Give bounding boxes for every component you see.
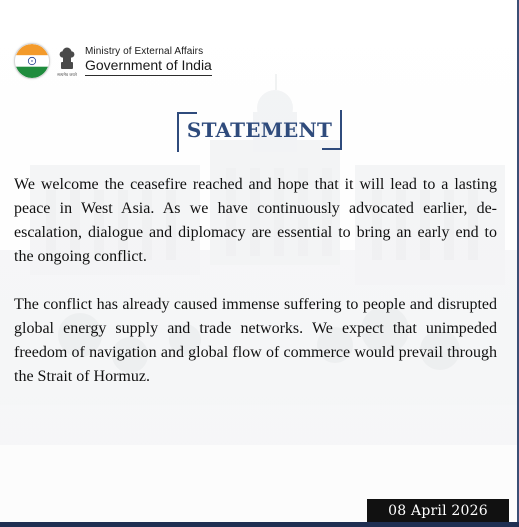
date-label: 08 April 2026 — [367, 499, 509, 523]
national-emblem-icon — [57, 42, 77, 80]
paragraph-2: The conflict has already caused immense suffering to people and disrupted global energy supply and trade networks. We expect that unimpeded freedom of navigation and global flow of commerce would prevail through the Strait of Hormuz. — [14, 296, 497, 385]
indian-flag-icon — [14, 43, 50, 79]
statement-frame — [177, 112, 342, 150]
ministry-block — [85, 46, 212, 75]
bottom-band — [0, 522, 519, 527]
statement-body — [14, 173, 497, 413]
government-name: Government of India — [85, 58, 212, 75]
emblem-caption: सत्यमेव जयते — [57, 72, 77, 77]
ministry-name: Ministry of External Affairs — [85, 46, 204, 58]
paragraph-1: We welcome the ceasefire reached and hope that it will lead to a lasting peace in West Asia. As we have continuously advocated earlier, de-escalation, dialogue and diplomacy are essential to bring an early end to the ongoing conflict. — [14, 176, 497, 265]
header — [14, 42, 212, 80]
statement-heading-wrap — [0, 112, 519, 150]
statement-title: STATEMENT — [186, 118, 333, 142]
